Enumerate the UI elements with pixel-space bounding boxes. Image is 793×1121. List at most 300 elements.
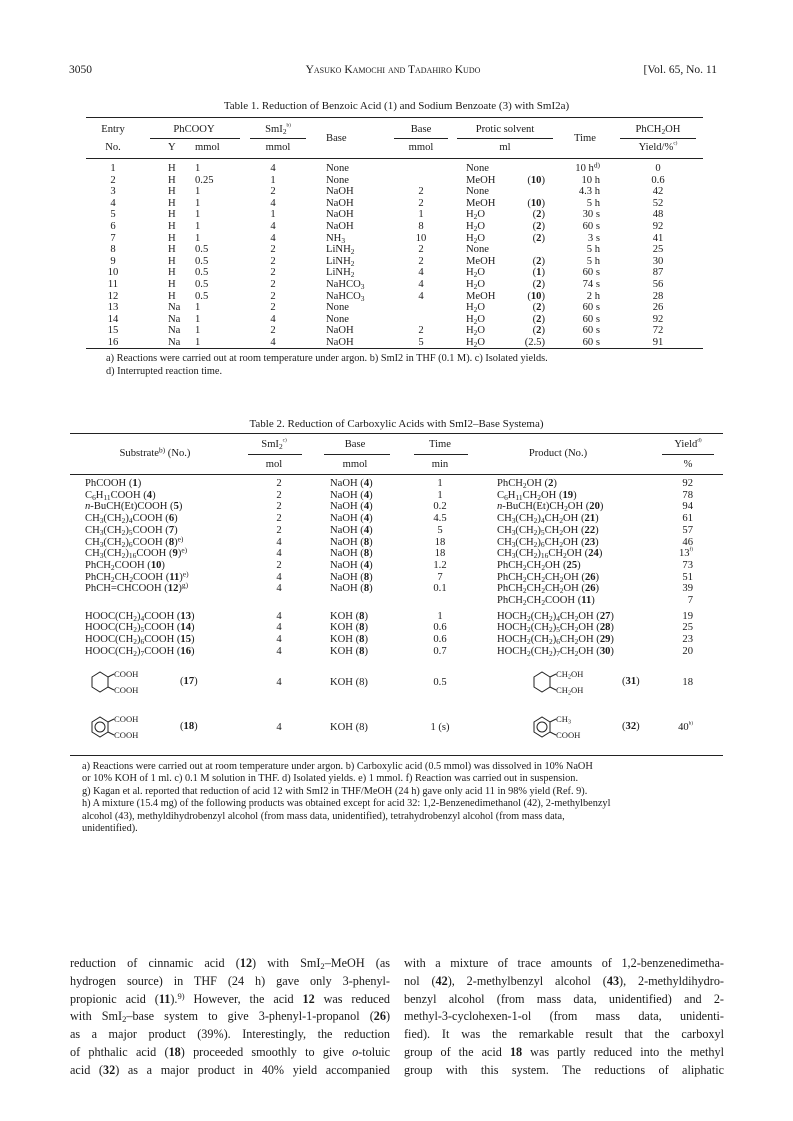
t1-phcooy-mmol: 0.5	[195, 244, 209, 255]
t1-yield: 87	[652, 267, 664, 278]
t2-substrate: $PhCH_2CH_2COOH$ $(11)^{e)}$	[85, 569, 189, 584]
t1-y-value: H	[168, 291, 176, 302]
t2-substrate: $CH_3(CH_2)_4COOH$ (6)	[85, 513, 178, 525]
t2-header-smi2-mol: mol	[265, 459, 283, 470]
t1-base: NaOH	[326, 221, 354, 232]
t1-subrule-base	[394, 138, 448, 139]
t2-base: KOH (8)	[330, 622, 368, 633]
t1-protic-solvent: $H_2O$	[466, 302, 486, 314]
t2-substrate: PhCOOH (1)	[85, 478, 142, 489]
t2-time: 1	[437, 478, 443, 489]
t1-entry-no: 2	[110, 175, 116, 186]
t2-product: $HOCH_2(CH_2)_6CH_2OH$ (29)	[497, 634, 614, 646]
t2-base: NaOH (4)	[330, 560, 373, 571]
t1-smi2-mmol: 4	[270, 198, 276, 209]
t1-base-mmol: 4	[418, 267, 424, 278]
t1-protic-solvent: None	[466, 186, 489, 197]
t1-base-mmol: 2	[418, 244, 424, 255]
t1-phcooy-mmol: 1	[195, 302, 201, 313]
table2-footnote-line: h) A mixture (15.4 mg) of the following products was obtained except for acid 32: 1,2-Benzenedimethanol (42), 2-methylbenzyl	[82, 798, 611, 810]
t1-phcooy-mmol: 0.5	[195, 279, 209, 290]
t1-phcooy-mmol: 1	[195, 209, 201, 220]
t1-base-mmol: 2	[418, 325, 424, 336]
t2-base: NaOH (8)	[330, 572, 373, 583]
t2-struct-product-group2: COOH	[556, 730, 581, 740]
author-line: Yasuko Kamochi and Tadahiro Kudo	[305, 64, 481, 76]
t1-yield: 0	[655, 163, 661, 174]
t1-smi2-mmol: 4	[270, 233, 276, 244]
t1-base: NaOH	[326, 209, 354, 220]
t1-time: 30 s	[582, 209, 600, 220]
t1-phcooy-mmol: 1	[195, 325, 201, 336]
t2-smi2: 4	[276, 622, 282, 633]
t1-entry-no: 9	[110, 256, 116, 267]
t1-header-protic-solvent: Protic solvent	[475, 124, 535, 135]
table2-footnote-line: g) Kagan et al. reported that reduction of acid 12 with SmI2 in THF/MeOH (24 h) gave only acid 11 in 98% yield (Ref. 9).	[82, 785, 588, 797]
t1-yield: 52	[652, 198, 664, 209]
t2-time: 0.7	[433, 646, 447, 657]
t2-substrate: $C_6H_{11}COOH$ (4)	[85, 490, 156, 502]
t1-header-y-mmol: mmol	[195, 142, 220, 153]
t2-substrate: $HOOC(CH_2)_5COOH$ (14)	[85, 622, 195, 634]
t2-time: 18	[434, 548, 446, 559]
t1-y-value: H	[168, 221, 176, 232]
t1-base-mmol: 2	[418, 256, 424, 267]
t1-smi2-mmol: 2	[270, 244, 276, 255]
t1-y-value: H	[168, 244, 176, 255]
t1-time: 5 h	[586, 198, 600, 209]
t1-entry-no: 7	[110, 233, 116, 244]
t2-smi2: 2	[276, 525, 282, 536]
t2-yield: 25	[682, 622, 693, 633]
t1-base: LiNH$_2$	[326, 244, 355, 256]
t1-entry-no: 8	[110, 244, 116, 255]
t1-header-smi2: SmI$_2^{^{b)}}$	[265, 122, 291, 136]
t1-y-value: Na	[168, 314, 181, 325]
t1-phcooy-mmol: 0.5	[195, 291, 209, 302]
t2-header-yield-percent: %	[683, 459, 693, 470]
body-text-line: nol (42), 2-methylbenzyl alcohol (43), 2-methyldihydro-	[404, 973, 724, 988]
t2-yield: 57	[682, 525, 693, 536]
t2-product: $CH_3(CH_2)_6CH_2OH$ (23)	[497, 537, 599, 549]
t1-phcooy-mmol: 0.5	[195, 267, 209, 278]
table2-header-rule	[70, 474, 723, 475]
t2-product: $CH_3(CH_2)_4CH_2OH$ (21)	[497, 513, 599, 525]
t2-struct-yield: 18	[682, 677, 693, 688]
t1-smi2-mmol: 4	[270, 221, 276, 232]
t2-time: 1	[437, 490, 443, 501]
t1-y-value: H	[168, 233, 176, 244]
t1-protic-ml: (2)	[532, 233, 545, 244]
table2-bottom-rule	[70, 755, 723, 756]
t2-smi2: 4	[276, 634, 282, 645]
t1-time: 60 s	[582, 325, 600, 336]
t2-base: NaOH (4)	[330, 478, 373, 489]
t2-header-yield: Yield$^{^{d)}}$	[674, 437, 702, 450]
t2-struct-substrate-group1: COOH	[114, 669, 139, 679]
t2-struct-product-no: (31)	[622, 676, 640, 687]
t1-y-value: H	[168, 209, 176, 220]
t1-header-base: Base	[326, 133, 347, 144]
t1-protic-ml: (2.5)	[524, 337, 545, 348]
t1-entry-no: 3	[110, 186, 116, 197]
t2-smi2: 4	[276, 572, 282, 583]
t1-protic-solvent: MeOH	[466, 198, 496, 209]
t2-substrate: $HOOC(CH_2)_7COOH$ (16)	[85, 646, 195, 658]
t1-protic-ml: (2)	[532, 302, 545, 313]
t2-subrule-time	[414, 454, 468, 455]
t1-time: 10 $h^{d)}$	[575, 160, 600, 174]
t1-protic-solvent: $H_2O$	[466, 209, 486, 221]
t1-header-product: PhCH$_2$OH	[635, 124, 681, 136]
t2-struct-smi2: 4	[276, 677, 282, 688]
t1-header-phcooy: PhCOOY	[173, 124, 215, 135]
t1-phcooy-mmol: 1	[195, 233, 201, 244]
t1-yield: 48	[652, 209, 664, 220]
t1-protic-solvent: $H_2O$	[466, 267, 486, 279]
t1-y-value: Na	[168, 302, 181, 313]
t2-product: $HOCH_2(CH_2)_7CH_2OH$ (30)	[497, 646, 614, 658]
t2-struct-time: 0.5	[433, 677, 447, 688]
t2-struct-time: 1 (s)	[430, 722, 450, 733]
t1-base: NaOH	[326, 198, 354, 209]
t2-yield: 61	[682, 513, 693, 524]
t1-protic-ml: (2)	[532, 209, 545, 220]
t2-smi2: 2	[276, 490, 282, 501]
running-header	[69, 64, 717, 80]
t1-yield: 72	[652, 325, 664, 336]
t1-yield: 30	[652, 256, 664, 267]
t1-header-time: Time	[574, 133, 596, 144]
t2-base: NaOH (8)	[330, 583, 373, 594]
body-text-line: group of the acid 18 was partly reduced into the methyl	[404, 1044, 724, 1059]
t1-protic-ml: (2)	[532, 279, 545, 290]
t1-yield: 26	[652, 302, 664, 313]
t2-smi2: 2	[276, 513, 282, 524]
t1-smi2-mmol: 2	[270, 186, 276, 197]
t1-smi2-mmol: 2	[270, 325, 276, 336]
t1-entry-no: 4	[110, 198, 116, 209]
t1-header-smi2-mmol: mmol	[265, 142, 291, 153]
t1-yield: 25	[652, 244, 664, 255]
t1-protic-solvent: None	[466, 163, 489, 174]
t1-time: 60 s	[582, 337, 600, 348]
t2-struct-smi2: 4	[276, 722, 282, 733]
t1-y-value: H	[168, 186, 176, 197]
t1-smi2-mmol: 4	[270, 314, 276, 325]
t1-entry-no: 6	[110, 221, 116, 232]
t2-product: $PhCH_2CH_2CH_2OH$ (26)	[497, 583, 600, 595]
body-text-line: fied). It was the remarkable result that the carboxyl	[404, 1027, 724, 1042]
t1-time: 60 s	[582, 314, 600, 325]
t2-smi2: 4	[276, 646, 282, 657]
t1-y-value: H	[168, 175, 176, 186]
t1-smi2-mmol: 4	[270, 163, 276, 174]
t1-yield: 41	[652, 233, 664, 244]
t1-y-value: H	[168, 256, 176, 267]
t1-subrule-yield	[620, 138, 696, 139]
t2-substrate: $CH_3(CH_2)_6COOH$ $(8)^{e)}$	[85, 534, 184, 549]
body-text-line: acid (32) as a major product in 40% yield accompanied	[70, 1062, 390, 1077]
t2-substrate: $HOOC(CH_2)_4COOH$ (13)	[85, 611, 195, 623]
t2-header-time-min: min	[431, 459, 449, 470]
t1-yield: 92	[652, 314, 664, 325]
body-text-line: of phthalic acid (18) proceeded smoothly to give o-toluic	[70, 1044, 390, 1059]
t2-struct-product-no: (32)	[622, 721, 640, 732]
t1-protic-solvent: $H_2O$	[466, 314, 486, 326]
t2-header-product: Product (No.)	[528, 448, 588, 459]
t1-base: $NH_3$	[326, 233, 346, 245]
body-text-line: methyl-3-cyclohexen-1-ol (from mass data, unidenti-	[404, 1009, 724, 1024]
t2-header-base: Base	[344, 439, 366, 450]
t1-base: None	[326, 314, 349, 325]
t1-entry-no: 14	[107, 314, 119, 325]
t1-protic-ml: (10)	[527, 198, 545, 209]
t2-base: NaOH (8)	[330, 548, 373, 559]
t1-smi2-mmol: 2	[270, 302, 276, 313]
t2-base: NaOH (4)	[330, 525, 373, 536]
table2-footnote-line: a) Reactions were carried out at room temperature under argon. b) Carboxylic acid (0.5 mmol) was dissolved in 10% NaOH	[82, 761, 593, 772]
t2-substrate: $CH_3(CH_2)_5COOH$ (7)	[85, 525, 178, 537]
t1-time: 60 s	[582, 267, 600, 278]
t1-yield: 91	[652, 337, 664, 348]
t2-smi2: 4	[276, 583, 282, 594]
t1-smi2-mmol: 2	[270, 291, 276, 302]
t2-base: NaOH (4)	[330, 513, 373, 524]
t1-yield: 42	[652, 186, 664, 197]
t1-yield: 0.6	[651, 175, 665, 186]
t1-time: 2 h	[586, 291, 600, 302]
t1-protic-solvent: $H_2O$	[466, 325, 486, 337]
t1-base-mmol: 2	[418, 198, 424, 209]
t2-struct-substrate-group2: COOH	[114, 730, 139, 740]
t1-base-mmol: 1	[418, 209, 424, 220]
t2-time: 7	[437, 572, 443, 583]
body-text-line: as a major product (39%). Interestingly, the reduction	[70, 1027, 390, 1042]
table2-footnote-line: alcohol (43), methyldihydrobenzyl alcohol (from mass data, unidentified), tetrahydrobenzyl alcohol (from mass data,	[82, 810, 565, 822]
table1-header-rule	[86, 158, 703, 159]
t1-time: 10 h	[581, 175, 600, 186]
table2-caption: Table 2. Reduction of Carboxylic Acids with SmI2–Base Systema)	[249, 418, 544, 430]
table1-caption: Table 1. Reduction of Benzoic Acid (1) and Sodium Benzoate (3) with SmI2a)	[223, 100, 570, 112]
t1-base: NaOH	[326, 325, 354, 336]
t1-phcooy-mmol: 1	[195, 163, 201, 174]
t2-time: 0.6	[433, 634, 447, 645]
table2-top-rule	[70, 433, 723, 434]
t1-protic-solvent: MeOH	[466, 256, 496, 267]
t1-smi2-mmol: 2	[270, 256, 276, 267]
table1-top-rule	[86, 117, 703, 118]
t2-base: KOH (8)	[330, 634, 368, 645]
t1-subrule-smi2	[250, 138, 306, 139]
t1-phcooy-mmol: 1	[195, 314, 201, 325]
t2-struct-yield: 40$^{^{h)}}$	[678, 720, 693, 733]
t2-subrule-smi2	[248, 454, 302, 455]
t2-struct-base: KOH (8)	[330, 677, 368, 688]
t1-smi2-mmol: 4	[270, 337, 276, 348]
t2-yield: 46	[682, 537, 693, 548]
t1-header-no: No.	[105, 142, 121, 153]
t2-base: KOH (8)	[330, 611, 368, 622]
t1-header-base-amount: Base	[410, 124, 432, 135]
t2-struct-product-group1: $CH_3$	[556, 714, 571, 726]
t2-yield: 7	[687, 595, 693, 606]
body-text-line: with a mixture of trace amounts of 1,2-benzenedimetha-	[404, 956, 724, 970]
t1-base: LiNH$_2$	[326, 267, 355, 279]
t2-yield: 94	[682, 501, 693, 512]
table1-footnote-a: a) Reactions were carried out at room temperature under argon. b) SmI2 in THF (0.1 M). c) Isolated yields.	[106, 353, 548, 364]
t2-product: $PhCH_2CH_2COOH$ (11)	[497, 595, 595, 607]
t1-base: None	[326, 302, 349, 313]
body-text-right-column	[404, 955, 724, 1080]
t1-time: 3 s	[587, 233, 600, 244]
t1-time: 74 s	[582, 279, 600, 290]
t2-product: $CH_3(CH_2)_{16}CH_2OH$ (24)	[497, 548, 603, 560]
t1-phcooy-mmol: 1	[195, 221, 201, 232]
t2-base: NaOH (8)	[330, 537, 373, 548]
t1-base: None	[326, 175, 349, 186]
t1-subrule-phcooy	[150, 138, 240, 139]
t1-base: NaHCO$_3$	[326, 291, 365, 303]
t2-yield: 51	[682, 572, 693, 583]
t2-time: 0.1	[433, 583, 447, 594]
body-text-left-column	[70, 955, 390, 1080]
t2-subrule-yield	[662, 454, 714, 455]
t2-struct-substrate-group1: COOH	[114, 714, 139, 724]
t1-yield: 56	[652, 279, 664, 290]
t2-base: KOH (8)	[330, 646, 368, 657]
t1-base-mmol: 4	[418, 291, 424, 302]
t2-time: 18	[434, 537, 446, 548]
t2-time: 1	[437, 611, 443, 622]
t2-product: $HOCH_2(CH_2)_5CH_2OH$ (28)	[497, 622, 614, 634]
t2-time: 0.2	[433, 501, 447, 512]
t1-y-value: H	[168, 279, 176, 290]
t1-phcooy-mmol: 0.25	[195, 175, 214, 186]
t2-time: 1.2	[433, 560, 447, 571]
t2-time: 0.6	[433, 622, 447, 633]
t1-protic-ml: (2)	[532, 221, 545, 232]
t2-time: 5	[437, 525, 443, 536]
t1-entry-no: 12	[107, 291, 119, 302]
t2-smi2: 4	[276, 537, 282, 548]
t1-phcooy-mmol: 1	[195, 198, 201, 209]
t2-header-substrate: Substrate$^{b)}$ (No.)	[119, 445, 191, 459]
t2-product: $CH_3(CH_2)_5CH_2OH$ (22)	[497, 525, 599, 537]
t1-entry-no: 15	[107, 325, 119, 336]
t2-time: 4.5	[433, 513, 447, 524]
t1-yield: 28	[652, 291, 664, 302]
t1-y-value: H	[168, 198, 176, 209]
t1-protic-ml: (2)	[532, 325, 545, 336]
volume-info: [Vol. 65, No. 11	[643, 64, 717, 76]
table1-footnote-d: d) Interrupted reaction time.	[106, 366, 223, 377]
t2-product: $PhCH_2CH_2OH$ (25)	[497, 560, 581, 572]
t1-base-mmol: 10	[415, 233, 427, 244]
t1-phcooy-mmol: 1	[195, 337, 201, 348]
t1-protic-ml: (2)	[532, 314, 545, 325]
body-text-line: benzyl alcohol (from mass data, unidentified) and 2-	[404, 991, 724, 1006]
t2-product: $n-BuCH(Et)CH_2OH$ (20)	[497, 501, 604, 513]
t1-entry-no: 11	[107, 279, 119, 290]
t1-base: LiNH$_2$	[326, 256, 355, 268]
t1-header-entry: Entry	[101, 124, 125, 135]
t2-product: $C_6H_{11}CH_2OH$ (19)	[497, 490, 577, 502]
t1-header-base-mmol: mmol	[408, 142, 434, 153]
t2-struct-substrate-no: (17)	[180, 676, 198, 687]
t1-base: NaOH	[326, 186, 354, 197]
t2-smi2: 4	[276, 548, 282, 559]
t1-base-mmol: 8	[418, 221, 424, 232]
t2-yield: 39	[682, 583, 693, 594]
body-text-line: reduction of cinnamic acid (12) with SmI$_2$–MeOH (as	[70, 956, 391, 972]
t1-smi2-mmol: 2	[270, 267, 276, 278]
body-text-line: hydrogen source) in THF (24 h) gave only 3-phenyl-	[70, 973, 390, 988]
t1-base: NaOH	[326, 337, 354, 348]
t1-protic-ml: (1)	[532, 267, 545, 278]
t1-base: NaHCO$_3$	[326, 279, 365, 291]
page-number: 3050	[69, 64, 92, 76]
t1-entry-no: 10	[107, 267, 119, 278]
table2-footnote-line: or 10% KOH of 1 ml. c) 0.1 M solution in THF. d) Isolated yields. e) 1 mmol. f) Reaction was carried out in suspension.	[82, 773, 579, 785]
t1-protic-solvent: $H_2O$	[466, 221, 486, 233]
t2-yield: 78	[682, 490, 693, 501]
t1-header-yield: Yield/%$^{^{c)}}$	[638, 140, 678, 153]
t2-struct-product-group2: $CH_2OH$	[556, 685, 584, 697]
t2-yield: 13$^{^{f)}}$	[678, 546, 693, 559]
t2-substrate: PhCH=CHCOOH $(12)^{g)}$	[85, 580, 189, 594]
t1-y-value: H	[168, 267, 176, 278]
t1-smi2-mmol: 1	[270, 209, 276, 220]
t2-product: $PhCH_2CH_2CH_2OH$ (26)	[497, 572, 600, 584]
t1-smi2-mmol: 1	[270, 175, 276, 186]
body-text-line: with SmI$_2$–base system to give 3-phenyl-1-propanol (26)	[70, 1009, 391, 1025]
t1-protic-ml: (10)	[527, 291, 545, 302]
t1-time: 5 h	[586, 256, 600, 267]
t1-protic-solvent: MeOH	[466, 175, 496, 186]
t1-y-value: H	[168, 163, 176, 174]
t2-yield: 73	[682, 560, 693, 571]
t1-protic-solvent: $H_2O$	[466, 233, 486, 245]
table1-bottom-rule	[86, 348, 703, 349]
t2-smi2: 2	[276, 560, 282, 571]
t1-base-mmol: 2	[418, 186, 424, 197]
t2-smi2: 4	[276, 611, 282, 622]
t1-protic-ml: (10)	[527, 175, 545, 186]
t1-header-protic-ml: ml	[499, 142, 511, 153]
t1-protic-solvent: $H_2O$	[466, 337, 486, 349]
t2-header-smi2: SmI$_2^{^{c)}}$	[261, 437, 287, 451]
body-text-line: propionic acid (11).$^{9)}$ However, the acid 12 was reduced	[70, 990, 390, 1006]
t2-struct-substrate-no: (18)	[180, 721, 198, 732]
t1-base-mmol: 4	[418, 279, 424, 290]
t2-struct-substrate-group2: COOH	[114, 685, 139, 695]
t2-struct-base: KOH (8)	[330, 722, 368, 733]
t1-entry-no: 13	[107, 302, 119, 313]
t1-phcooy-mmol: 1	[195, 186, 201, 197]
t1-entry-no: 1	[110, 163, 116, 174]
t2-yield: 92	[682, 478, 693, 489]
t2-product: PhCH$_2$OH (2)	[497, 478, 557, 490]
t2-header-time: Time	[429, 439, 451, 450]
t1-protic-solvent: $H_2O$	[466, 279, 486, 291]
t2-substrate: $CH_3(CH_2)_{16}COOH$ $(9)^{e)}$	[85, 545, 188, 560]
t2-smi2: 2	[276, 501, 282, 512]
t1-time: 60 s	[582, 302, 600, 313]
t1-y-value: Na	[168, 337, 181, 348]
t1-time: 5 h	[586, 244, 600, 255]
t2-yield: 20	[682, 646, 693, 657]
